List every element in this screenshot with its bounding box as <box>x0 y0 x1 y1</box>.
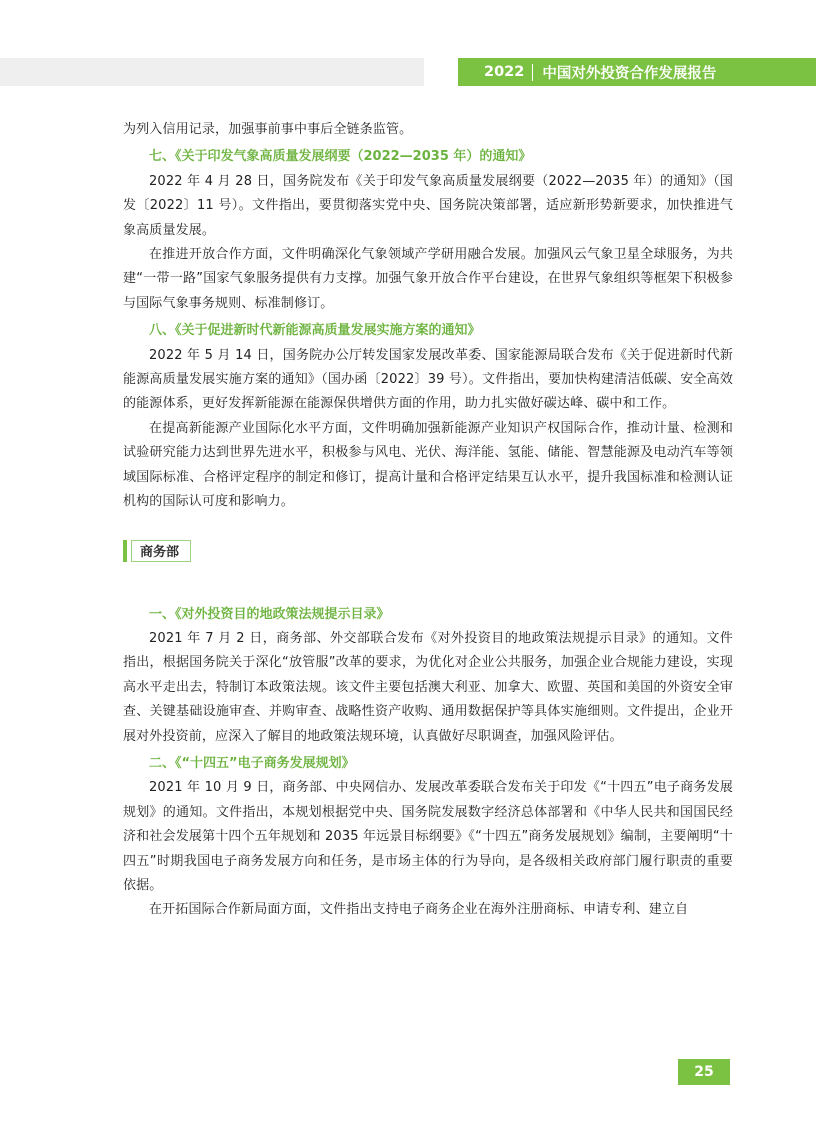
header-gray-band <box>0 58 424 86</box>
mofcom-2-paragraph-2: 在开拓国际合作新局面方面，文件指出支持电子商务企业在海外注册商标、申请专利、建立自 <box>149 902 689 918</box>
mofcom-1-paragraph-1: 2021 年 7 月 2 日，商务部、外交部联合发布《对外投资目的地政策法规提示目录》的通知。文件指出，根据国务院关于深化“放管服”改革的要求，为优化对企业公共服务，加强企业合规能力建设，实现高水平走出去，特制订本政策法规。该文件主要包括澳大利亚、加拿大、欧盟、英国和美国的外资安全审查、关键基础设施审查、并购审查、战略性资产收购、通用数据保护等具体实施细则。文件提出，企业开展对外投资前，应深入了解目的地政策法规环境，认真做好尽职调查，加强风险评估。 <box>123 630 733 744</box>
mofcom-heading-2: 二、《“十四五”电子商务发展规划》 <box>149 755 355 771</box>
department-accent-bar <box>123 540 127 562</box>
department-label-box <box>123 540 733 562</box>
section-8-paragraph-1: 2022 年 5 月 14 日，国务院办公厅转发国家发展改革委、国家能源局联合发布《关于促进新时代新能源高质量发展实施方案的通知》（国办函〔2022〕39 号）。文件指出，要加快构建清洁低碳、安全高效的能源体系，更好发挥新能源在能源保供增供方面的作用，助力扎实做好碳达峰、碳中和工作。 <box>123 347 733 412</box>
section-8-paragraph-2: 在提高新能源产业国际化水平方面，文件明确加强新能源产业知识产权国际合作，推动计量、检测和试验研究能力达到世界先进水平，积极参与风电、光伏、海洋能、氢能、储能、智慧能源及电动汽车等领域国际标准、合格评定程序的制定和修订，提高计量和合格评定结果互认水平，提升我国标准和检测认证机构的国际认可度和影响力。 <box>123 420 733 510</box>
mofcom-2-paragraph-1: 2021 年 10 月 9 日，商务部、中央网信办、发展改革委联合发布关于印发《“十四五”电子商务发展规划》的通知。文件指出，本规划根据党中央、国务院发展数字经济总体部署和《中华人民共和国国民经济和社会发展第十四个五年规划和 2035 年远景目标纲要》《“十四五”商务发展规划》编制，主要阐明“十四五”时期我国电子商务发展方向和任务，是市场主体的行为导向，是各级相关政府部门履行职责的重要依据。 <box>123 780 733 893</box>
continued-paragraph: 为列入信用记录，加强事前事中事后全链条监管。 <box>123 122 413 137</box>
department-label: 商务部 <box>131 540 191 562</box>
header-report-title: 中国对外投资合作发展报告 <box>542 65 717 82</box>
header-divider <box>532 64 533 81</box>
page-number: 25 <box>678 1059 730 1085</box>
section-heading-7: 七、《关于印发气象高质量发展纲要（2022—2035 年）的通知》 <box>149 149 532 165</box>
header-title-band <box>458 58 816 86</box>
page-content <box>123 118 733 923</box>
section-7-paragraph-1: 2022 年 4 月 28 日，国务院发布《关于印发气象高质量发展纲要（2022—2035 年）的通知》（国发〔2022〕11 号）。文件指出，要贯彻落实党中央、国务院决策部署，适应新形势新要求，加快推进气象高质量发展。 <box>123 173 733 238</box>
section-heading-8: 八、《关于促进新时代新能源高质量发展实施方案的通知》 <box>149 323 481 339</box>
header-year: 2022 <box>484 64 525 80</box>
mofcom-heading-1: 一、《对外投资目的地政策法规提示目录》 <box>149 606 390 622</box>
section-7-paragraph-2: 在推进开放合作方面，文件明确深化气象领域产学研用融合发展。加强风云气象卫星全球服务，为共建“一带一路”国家气象服务提供有力支撑。加强气象开放合作平台建设，在世界气象组织等框架下积极参与国际气象事务规则、标准制修订。 <box>123 247 733 311</box>
